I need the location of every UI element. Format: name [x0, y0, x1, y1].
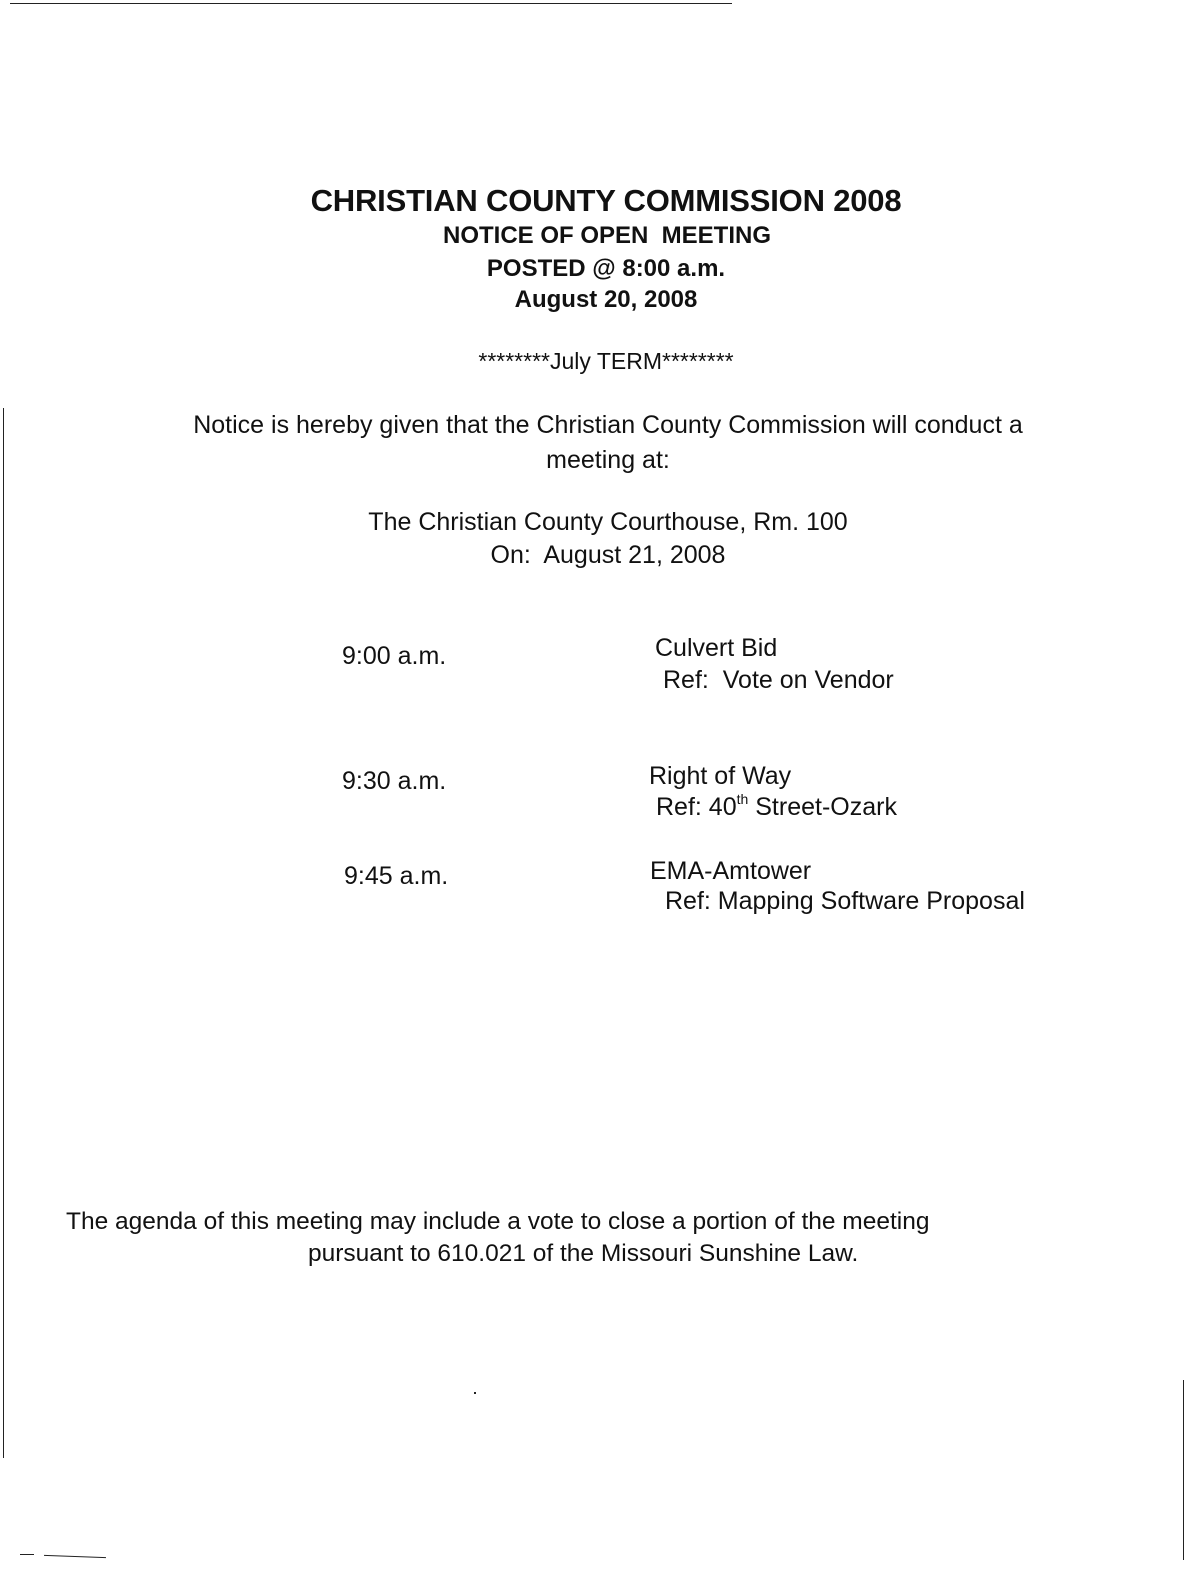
agenda-time: 9:00 a.m.: [342, 642, 447, 670]
document-title: CHRISTIAN COUNTY COMMISSION 2008: [310, 183, 902, 218]
agenda-ref: Ref: Vote on Vendor: [663, 666, 894, 694]
agenda-ref: Ref: Mapping Software Proposal: [665, 887, 1025, 915]
agenda-ref-suffix: Street-Ozark: [748, 793, 897, 821]
notice-line-1: Notice is hereby given that the Christian County Commission will conduct a: [193, 411, 1023, 439]
footer-line-2: pursuant to 610.021 of the Missouri Sunshine Law.: [308, 1240, 859, 1267]
agenda-item: Culvert Bid: [655, 634, 778, 662]
agenda-ref-prefix: Ref: 40: [656, 793, 737, 821]
scan-edge-left: [3, 408, 4, 1458]
meeting-date: On: August 21, 2008: [490, 541, 726, 569]
scan-dot: [474, 1392, 476, 1394]
document-subtitle: NOTICE OF OPEN MEETING: [442, 222, 772, 249]
scan-edge-top: [10, 3, 732, 4]
posted-time: POSTED @ 8:00 a.m.: [486, 255, 726, 282]
agenda-ref: [656, 793, 897, 822]
posted-date: August 20, 2008: [514, 286, 698, 313]
notice-line-2: meeting at:: [546, 446, 670, 474]
meeting-location: The Christian County Courthouse, Rm. 100: [368, 508, 848, 536]
agenda-item: Right of Way: [649, 762, 792, 790]
scan-edge-right: [1183, 1380, 1184, 1560]
footer-line-1: The agenda of this meeting may include a vote to close a portion of the meeting: [66, 1208, 930, 1235]
scan-mark-bottom: [20, 1554, 34, 1555]
agenda-item: EMA-Amtower: [650, 857, 812, 885]
agenda-time: 9:30 a.m.: [342, 767, 447, 795]
term-label: ********July TERM********: [478, 348, 734, 374]
agenda-time: 9:45 a.m.: [344, 862, 449, 890]
ordinal-suffix: th: [736, 791, 749, 807]
scan-mark-bottom: [44, 1555, 106, 1558]
